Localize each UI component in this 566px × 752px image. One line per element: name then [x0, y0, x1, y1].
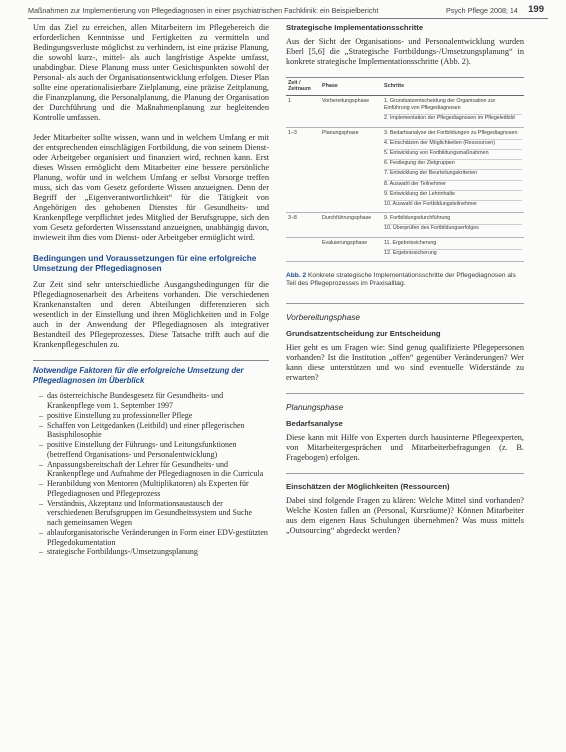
subsection-heading: Bedarfsanalyse: [286, 418, 343, 428]
step-item: 5. Entwicklung von Fortbildungsmaßnahmen: [384, 150, 522, 160]
table-header-row: [286, 78, 524, 96]
table-row: [286, 213, 524, 237]
list-item: – Schaffen von Leitgedanken (Leitbild) und einer pflegerischen Basisphilosophie: [39, 420, 245, 440]
step-item: 11. Ergebnissicherung: [384, 240, 522, 250]
subsection-heading: Einschätzen der Möglichkeiten (Ressourcen): [286, 481, 450, 491]
column-header: Phase: [320, 78, 382, 96]
step-item: 3. Bedarfsanalyse der Fortbildungen zu Pflegediagnosen: [384, 130, 522, 140]
subsection-heading: Strategische Implementationsschritte: [286, 23, 424, 32]
list-item: – positive Einstellung der Führungs- und Leitungsfunktionen (betreffend Organisations- und Personalentwicklung): [39, 440, 237, 459]
column-header: Schritte: [382, 78, 524, 96]
step-item: 10. Auswahl der Fortbildungsteilnehmer: [384, 201, 478, 208]
body-paragraph: Jeder Mitarbeiter sollte wissen, wann und in welchem Umfang er mit der entsprechenden einschlägigen Fortbildung, die von seinem Dienst- oder Arbeitgeber organisiert und finanziert wird, rechnen kann. Erst dieses Wissen ermöglicht dem Mitarbeiter eine bessere persönliche Planung, wofür und in welchem Umfang er selbst Vorsorge treffen muss, sich das vom Gesetz geforderte Wissen anzueignen. Denn der Begriff der „Eigenverantwortlichkeit“ für die Tätigkeit von Angehörigen des gehobenen Dienstes für Gesundheits- und Krankenpflege verpflichtet jedes Mitglied der Berufsgruppe, sich den vom Gesetz geforderten Wissensstand anzueignen, unabhängig davon, inwieweit ihm dies vom Dienst- oder Arbeitgeber ermöglicht wird.: [33, 133, 269, 243]
implementation-table: [286, 77, 524, 262]
column-header: Zeit / Zeitraum: [286, 78, 320, 96]
list-item: – Verständnis, Akzeptanz und Informationsaustausch der verschiedenen Berufsgruppen im Gesundheitssystem und Suche nach gemeinsamen Wegen: [39, 498, 253, 528]
step-item: 8. Auswahl der Teilnehmer: [384, 181, 522, 191]
divider: [286, 473, 524, 474]
factor-list: [33, 391, 269, 557]
step-item: 4. Einschätzen der Möglichkeiten (Ressourcen): [384, 140, 522, 150]
phase-cell: Durchführungsphase: [320, 213, 382, 237]
step-item: 1. Grundsatzentscheidung der Organisation zur Einführung von Pflegediagnosen: [384, 98, 522, 115]
body-paragraph: Dabei sind folgende Fragen zu klären: Welche Mittel sind vorhanden? Welche Kosten fallen an (Personal, Kursräume)? Können Mitarbeiter aus dem eigenen Haus Schulungen übernehmen? Was muss mittels „Outsourcing“ abgedeckt werden?: [286, 495, 524, 535]
figure-caption-text: Konkrete strategische Implementationsschritte der Pflegediagnosen als Teil des Pflegeprozesses im Praxisalltag.: [286, 272, 516, 288]
step-item: 9. Entwicklung der Lehrinhalte: [384, 191, 522, 201]
list-item: – Heranbildung von Mentoren (Multiplikatoren) als Experten für Pflegediagnosen und Pflegeprozess: [39, 479, 249, 498]
body-paragraph: Diese kann mit Hilfe von Experten durch hausinterne Pflegeexperten, von Mitarbeitergesprächen und Mitarbeiterbefragungen (z. B. Fragebogen) erfolgen.: [286, 432, 524, 462]
time-cell: 1: [286, 96, 320, 128]
body-paragraph: Um das Ziel zu erreichen, allen Mitarbeitern im Pflegebereich die erforderlichen Kenntnisse und Fertigkeiten zu vermitteln und Bedingungsverluste möglichst zu verhindern, ist eine präzise Planung, die sowohl kurz-, mittel- als auch langfristige Aspekte umfasst, unabdingbar. Diese Planung muss unter Gesichtspunkten sowohl der Personal- als auch der Organisationsentwicklung erfolgen. Dieser Plan sollte eine operationalisierbare Zielplanung, eine präzise Zeitplanung, die Finanzplanung, die Personalplanung, die Planung der Organisation der Durchführung und die Maßnahmenplanung zur begleitenden Kontrolle umfassen.: [33, 23, 269, 123]
step-item: 6. Festlegung der Zielgruppen: [384, 160, 522, 170]
time-cell: [286, 237, 320, 261]
running-title: Maßnahmen zur Implementierung von Pflegediagnosen in einer psychiatrischen Fachklinik: ein Beispielbericht: [28, 6, 379, 15]
phase-cell: Vorbereitungsphase: [320, 96, 382, 128]
left-column: [33, 23, 269, 557]
table-row: [286, 237, 524, 261]
body-paragraph: Aus der Sicht der Organisations- und Personalentwicklung wurden Eberl [5,6] die „Strategische Fortbildungs-/Umsetzungsplanung“ in konkrete strategische Implementationsschritte (Abb. 2).: [286, 37, 524, 67]
right-column: [286, 23, 524, 546]
time-cell: 3–8: [286, 213, 320, 237]
running-header: [28, 4, 548, 19]
list-item: – ablauforganisatorische Veränderungen in Form einer EDV-gestützten Pflegedokumentation: [39, 527, 268, 547]
table-body: [286, 96, 524, 262]
steps-cell: [382, 127, 524, 213]
body-paragraph: Hier geht es um Fragen wie: Sind genug qualifizierte Pflegepersonen vorhanden? Ist die Institution „offen“ gegenüber Veränderungen? Wer kann diese unterstützen und wo sind eventuelle Widerstände zu erwarten?: [286, 342, 524, 382]
phase-heading: Vorbereitungsphase: [286, 311, 360, 322]
step-item: 12. Ergebnissicherung: [384, 249, 437, 256]
section-heading: Bedingungen und Voraussetzungen für eine erfolgreiche Umsetzung der Pflegediagnosen: [33, 253, 257, 274]
step-item: 10. Überprüfen des Fortbildungserfolges: [384, 225, 479, 232]
list-item: – positive Einstellung zu professioneller Pflege: [39, 410, 193, 420]
time-cell: 1–3: [286, 127, 320, 213]
divider: [286, 303, 524, 304]
steps-cell: [382, 213, 524, 237]
table-row: [286, 96, 524, 128]
subsection-heading: Grundsatzentscheidung zur Entscheidung: [286, 328, 441, 338]
phase-cell: Evaluierungsphase: [320, 237, 382, 261]
list-item: – strategische Fortbildungs-/Umsetzungsplanung: [39, 547, 198, 557]
divider: [286, 393, 524, 394]
list-item: – Anpassungsbereitschaft der Lehrer für Gesundheits- und Krankenpflege und Aufnahme der Pflegediagnosen in die Curricula: [39, 459, 264, 479]
journal-citation: Psych Pflege 2008; 14: [446, 6, 518, 15]
list-item: – das österreichische Bundesgesetz für Gesundheits- und Krankenpflege vom 1. September 1997: [39, 391, 224, 411]
figure-caption: [286, 272, 524, 288]
step-item: 7. Entwicklung der Beurteilungskriterien: [384, 170, 522, 180]
body-paragraph: Zur Zeit sind sehr unterschiedliche Ausgangsbedingungen für die Pflegediagnosenarbeit des Arbeitens vorhanden. Die verschiedenen Krankenanstalten und deren Abteilungen differenzieren sich wesentlich in der Einstellung und ihren Möglichkeiten und in Folge auch in der Anwendung der Pflegediagnosen als integrativer Bestandteil des Pflegeprozesses. Diese Tatsache trifft auch auf die Krankenpflegeschulen zu.: [33, 280, 269, 350]
table-row: [286, 127, 524, 213]
page-number: 199: [528, 4, 544, 15]
step-item: 9. Fortbildungsdurchführung: [384, 215, 522, 225]
figure-label: Abb. 2: [286, 272, 307, 280]
phase-cell: Planungsphase: [320, 127, 382, 213]
steps-cell: [382, 237, 524, 261]
phase-heading: Planungsphase: [286, 401, 344, 412]
box-heading: Notwendige Faktoren für die erfolgreiche Umsetzung der Pflegediagnosen im Überblick: [33, 366, 244, 385]
step-item: 2. Implementation der Pflegediagnosen im Pflegeleitbild: [384, 115, 515, 122]
steps-cell: [382, 96, 524, 128]
box-divider: [33, 360, 269, 361]
